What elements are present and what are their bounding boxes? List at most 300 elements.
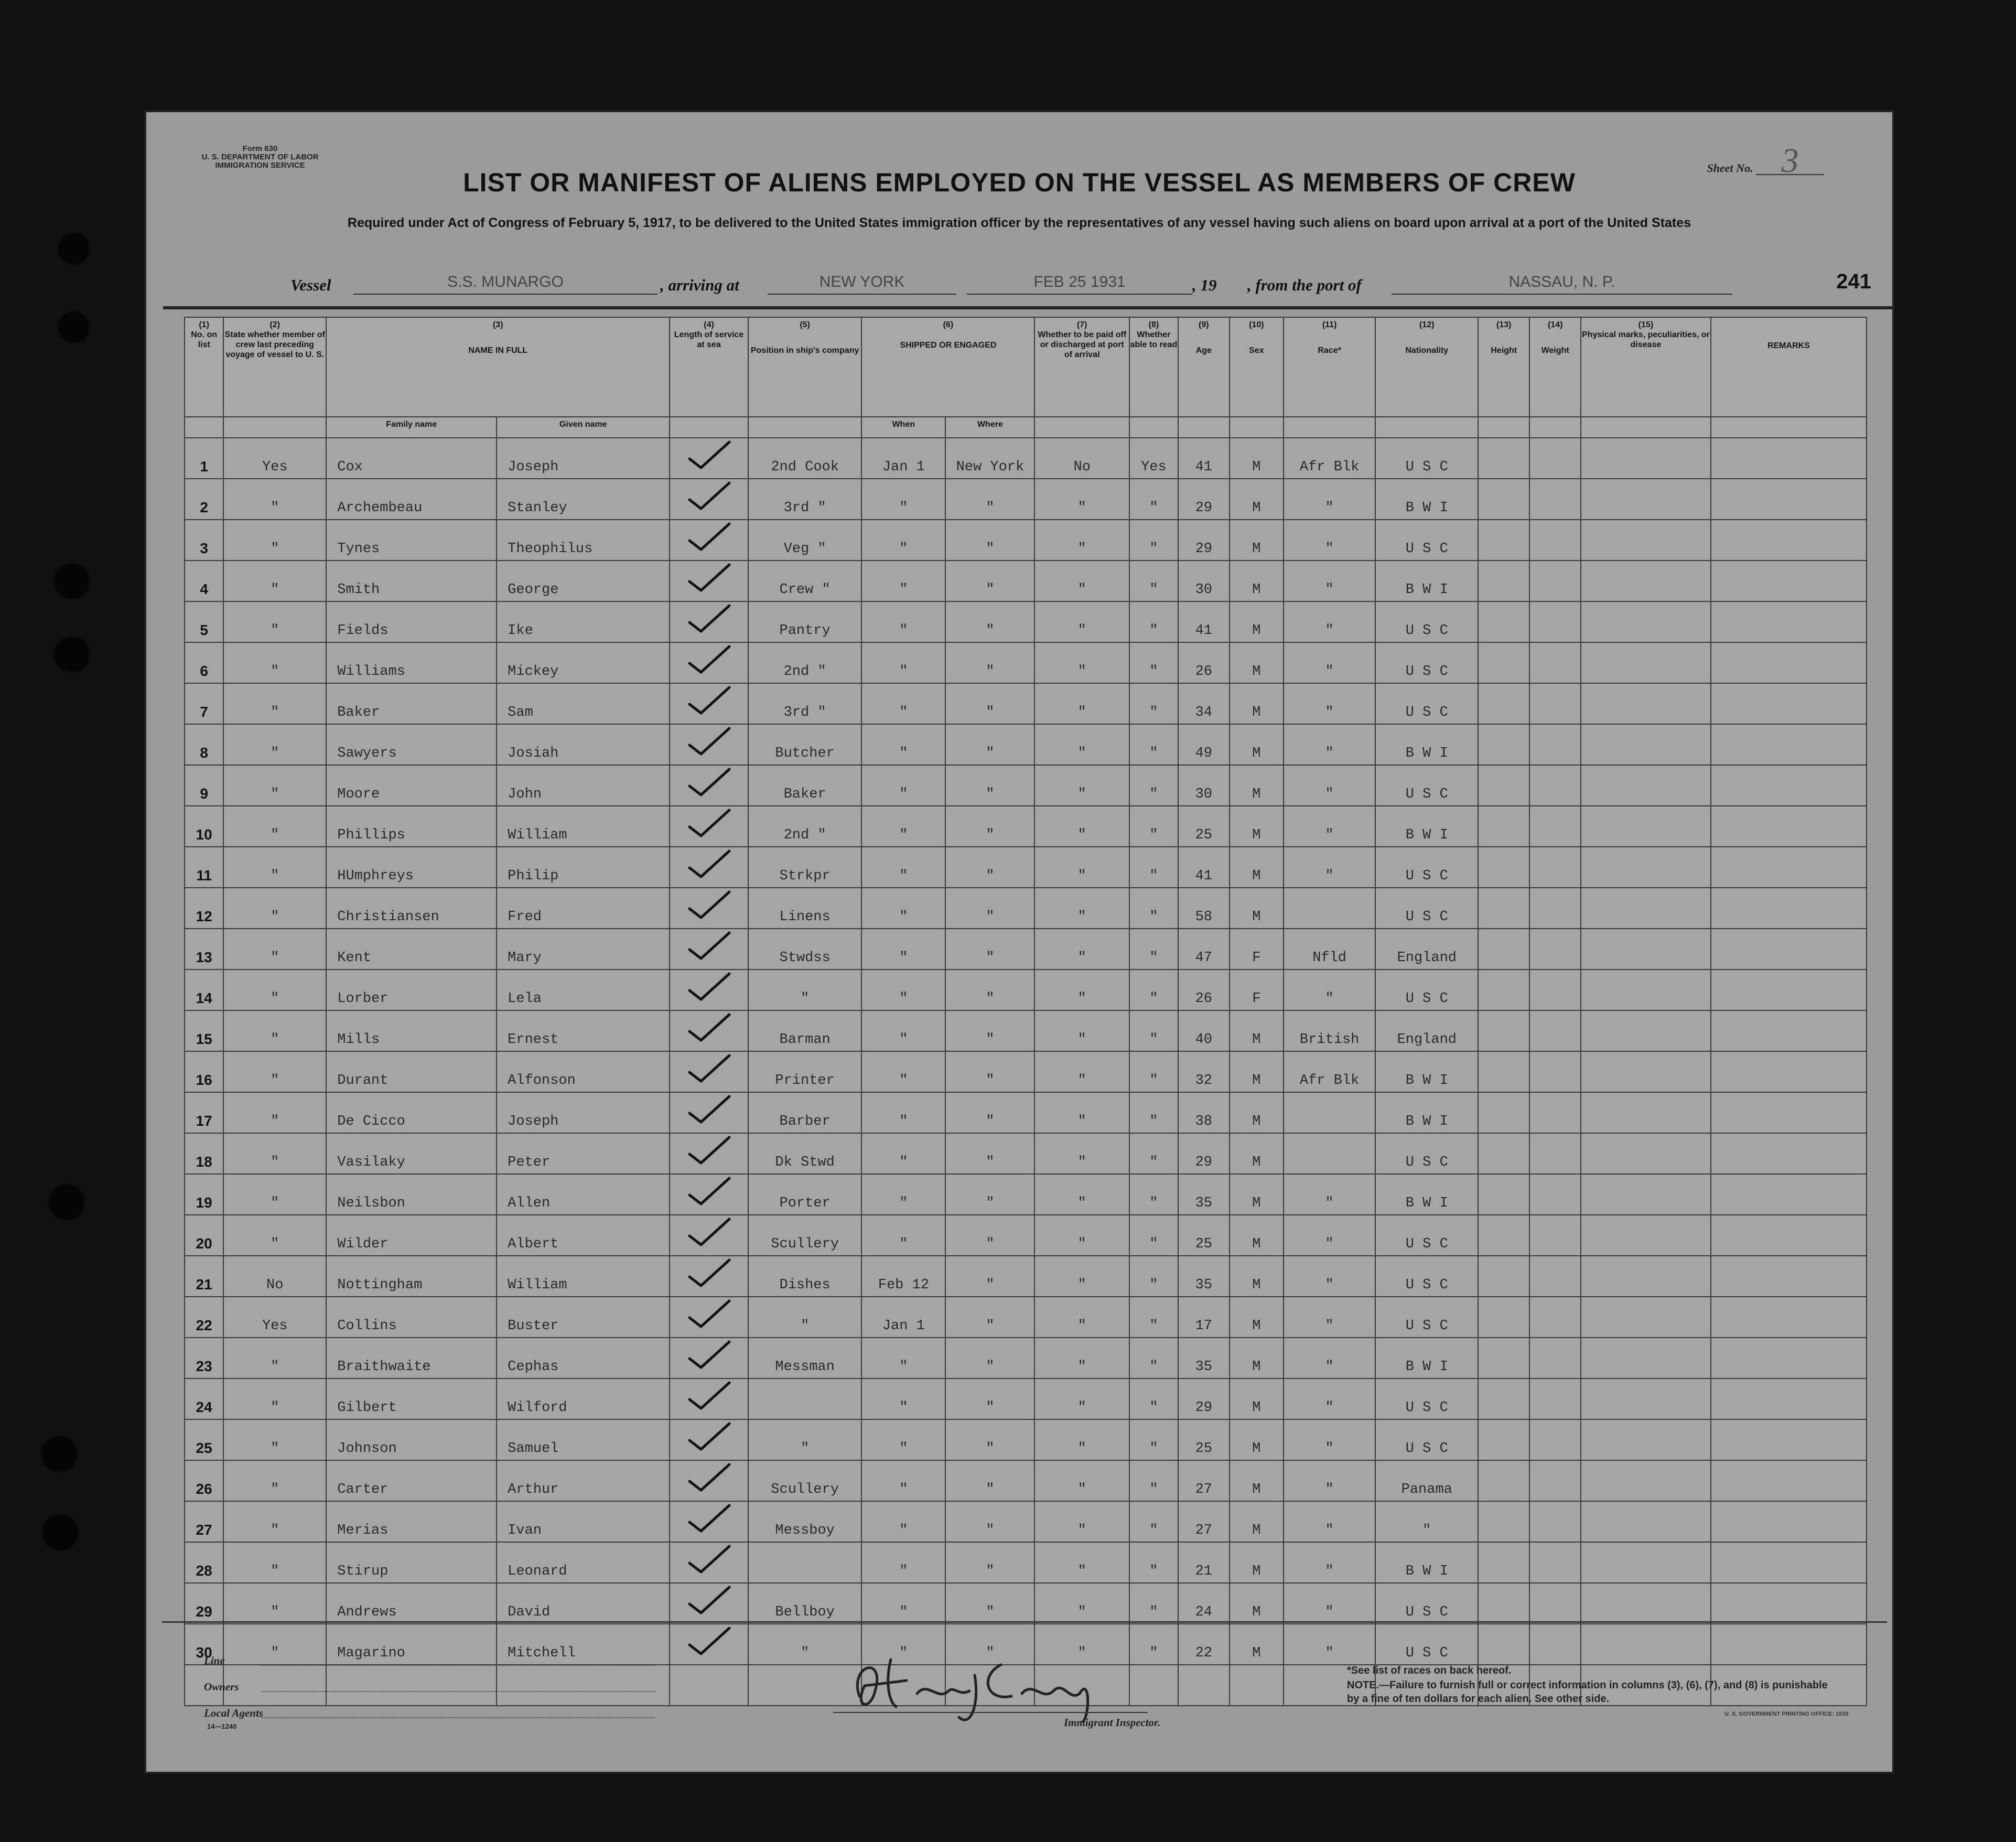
previous-voyage-cell: " [223,479,326,520]
age-cell: 25 [1178,1419,1230,1460]
nationality-cell: Panama [1375,1460,1478,1501]
family-name-cell: Sawyers [326,724,497,765]
shipped-when-cell: " [861,561,945,601]
remarks-cell [1711,1297,1867,1338]
weight-cell [1529,642,1581,683]
given-name-cell: Leonard [497,1542,670,1583]
family-name-cell: Archembeau [326,479,497,520]
position-cell: Crew " [748,561,862,601]
col-header-sex: (10) Sex [1230,317,1284,417]
owners-field [262,1691,655,1692]
departure-port: NASSAU, N. P. [1392,271,1732,295]
row-number: 25 [185,1419,223,1460]
inspector-signature [844,1644,1137,1722]
header-subrow-labels [185,417,1867,438]
remarks-cell [1711,806,1867,847]
row-number: 6 [185,642,223,683]
nationality-cell: U S C [1375,1624,1478,1665]
service-check-icon [670,1092,748,1133]
given-name-cell: Mickey [497,642,670,683]
race-cell [1284,888,1375,929]
service-check-icon [670,970,748,1010]
shipped-where-cell: " [945,642,1034,683]
shipped-where-cell: " [945,1092,1034,1133]
table-row [185,1051,1867,1092]
service-check-icon [670,1256,748,1297]
previous-voyage-cell: " [223,1051,326,1092]
check-icon [685,1011,732,1043]
family-name-cell: De Cicco [326,1092,497,1133]
age-cell: 30 [1178,561,1230,601]
local-agents-field [262,1717,655,1718]
height-cell [1478,1174,1529,1215]
family-name-cell: Gilbert [326,1378,497,1419]
table-row [185,479,1867,520]
sex-cell: M [1230,1460,1284,1501]
position-cell: 2nd " [748,642,862,683]
physical-marks-cell [1581,1460,1711,1501]
shipped-when-cell: " [861,1624,945,1665]
check-icon [685,480,732,511]
weight-cell [1529,1010,1581,1051]
remarks-cell [1711,1542,1867,1583]
race-cell [1284,1133,1375,1174]
family-name-cell: Smith [326,561,497,601]
height-cell [1478,1542,1529,1583]
table-row [185,1174,1867,1215]
weight-cell [1529,1297,1581,1338]
given-name-cell: John [497,765,670,806]
position-cell: Scullery [748,1460,862,1501]
remarks-cell [1711,479,1867,520]
previous-voyage-cell: " [223,1010,326,1051]
remarks-cell [1711,1378,1867,1419]
height-cell [1478,520,1529,561]
previous-voyage-cell: " [223,642,326,683]
page-subtitle: Required under Act of Congress of February 5, 1917, to be delivered to the United States immigration officer by the representatives of any vessel having such aliens on board upon arrival at a port of the United States [347,216,1691,230]
remarks-cell [1711,1174,1867,1215]
weight-cell [1529,438,1581,479]
height-cell [1478,1419,1529,1460]
position-cell: 2nd Cook [748,438,862,479]
position-cell: Porter [748,1174,862,1215]
age-cell: 35 [1178,1174,1230,1215]
remarks-cell [1711,888,1867,929]
physical-marks-cell [1581,520,1711,561]
col-header-when: When [861,417,945,438]
paid-off-cell: " [1034,806,1129,847]
manifest-sheet [144,110,1894,1774]
check-icon [685,562,732,593]
physical-marks-cell [1581,438,1711,479]
binder-hole [59,312,89,342]
paid-off-cell: " [1034,642,1129,683]
paid-off-cell: " [1034,1010,1129,1051]
binder-hole [55,564,89,598]
manifest-footer [162,1621,1887,1764]
race-cell: Afr Blk [1284,1051,1375,1092]
service-check-icon [670,438,748,479]
race-cell: " [1284,601,1375,642]
family-name-cell: Vasilaky [326,1133,497,1174]
family-name-cell: Magarino [326,1624,497,1665]
sex-cell: M [1230,1092,1284,1133]
position-cell: 3rd " [748,683,862,724]
remarks-cell [1711,1092,1867,1133]
given-name-cell: David [497,1583,670,1624]
family-name-cell: Neilsbon [326,1174,497,1215]
nationality-cell: U S C [1375,1419,1478,1460]
row-number: 8 [185,724,223,765]
age-cell: 35 [1178,1338,1230,1378]
department-name: U. S. DEPARTMENT OF LABOR [201,153,319,161]
physical-marks-cell [1581,724,1711,765]
physical-marks-cell [1581,601,1711,642]
check-icon [685,971,732,1002]
race-cell: " [1284,806,1375,847]
family-name-cell: Cox [326,438,497,479]
weight-cell [1529,1583,1581,1624]
family-name-cell: Johnson [326,1419,497,1460]
physical-marks-cell [1581,847,1711,888]
family-name-cell: Wilder [326,1215,497,1256]
given-name-cell: George [497,561,670,601]
paid-off-cell: " [1034,847,1129,888]
shipped-where-cell: " [945,724,1034,765]
weight-cell [1529,888,1581,929]
remarks-cell [1711,1338,1867,1378]
remarks-cell [1711,1256,1867,1297]
col-header-paid-off: (7) Whether to be paid off or discharged at port of arrival [1034,317,1129,417]
col-header-spacer [1529,417,1581,438]
height-cell [1478,561,1529,601]
race-cell: British [1284,1010,1375,1051]
physical-marks-cell [1581,970,1711,1010]
race-cell: Nfld [1284,929,1375,970]
remarks-cell [1711,1501,1867,1542]
given-name-cell: Stanley [497,479,670,520]
previous-voyage-cell: " [223,1542,326,1583]
able-to-read-cell: " [1129,1092,1178,1133]
weight-cell [1529,1092,1581,1133]
shipped-when-cell: Jan 1 [861,438,945,479]
given-name-cell: Mitchell [497,1624,670,1665]
remarks-cell [1711,1460,1867,1501]
col-header-spacer [1178,417,1230,438]
race-cell: " [1284,1583,1375,1624]
age-cell: 58 [1178,888,1230,929]
paid-off-cell: " [1034,1133,1129,1174]
weight-cell [1529,1419,1581,1460]
from-port-label: , from the port of [1247,276,1362,294]
row-number: 19 [185,1174,223,1215]
arriving-label: , arriving at [660,276,739,294]
family-name-cell: HUmphreys [326,847,497,888]
given-name-cell: William [497,806,670,847]
weight-cell [1529,1133,1581,1174]
sex-cell: M [1230,1297,1284,1338]
family-name-cell: Phillips [326,806,497,847]
check-icon [685,684,732,716]
able-to-read-cell: " [1129,765,1178,806]
sex-cell: M [1230,806,1284,847]
age-cell: 29 [1178,520,1230,561]
position-cell [748,1542,862,1583]
sex-cell: M [1230,642,1284,683]
sex-cell: M [1230,1338,1284,1378]
col-header-given-name: Given name [497,417,670,438]
height-cell [1478,601,1529,642]
nationality-cell: England [1375,1010,1478,1051]
table-row [185,888,1867,929]
sex-cell: M [1230,724,1284,765]
previous-voyage-cell: " [223,1092,326,1133]
shipped-when-cell: " [861,1174,945,1215]
given-name-cell: Ivan [497,1501,670,1542]
family-name-cell: Williams [326,642,497,683]
row-number: 5 [185,601,223,642]
height-cell [1478,765,1529,806]
table-row [185,520,1867,561]
page-title: LIST OR MANIFEST OF ALIENS EMPLOYED ON THE VESSEL AS MEMBERS OF CREW [463,168,1576,197]
form-number: Form 630 [242,144,278,153]
table-row [185,642,1867,683]
table-row [185,601,1867,642]
able-to-read-cell: " [1129,1297,1178,1338]
race-cell: " [1284,765,1375,806]
shipped-where-cell: " [945,601,1034,642]
position-cell: 2nd " [748,806,862,847]
remarks-cell [1711,1133,1867,1174]
sex-cell: M [1230,1174,1284,1215]
check-icon [685,643,732,675]
age-cell: 25 [1178,1215,1230,1256]
given-name-cell: Fred [497,888,670,929]
position-cell: Stwdss [748,929,862,970]
paid-off-cell: " [1034,1256,1129,1297]
race-cell: " [1284,683,1375,724]
physical-marks-cell [1581,479,1711,520]
height-cell [1478,888,1529,929]
nationality-cell: U S C [1375,1583,1478,1624]
service-check-icon [670,1174,748,1215]
form-identifier [158,145,362,170]
table-row [185,1297,1867,1338]
service-check-icon [670,1051,748,1092]
paid-off-cell: " [1034,1542,1129,1583]
table-row [185,765,1867,806]
shipped-where-cell: " [945,1378,1034,1419]
previous-voyage-cell: " [223,1215,326,1256]
shipped-when-cell: " [861,724,945,765]
physical-marks-cell [1581,1338,1711,1378]
nationality-cell: U S C [1375,1215,1478,1256]
paid-off-cell: " [1034,1092,1129,1133]
paid-off-cell: " [1034,1460,1129,1501]
col-header-family-name: Family name [326,417,497,438]
physical-marks-cell [1581,888,1711,929]
col-header-shipped: (6) SHIPPED OR ENGAGED [861,317,1034,417]
age-cell: 30 [1178,765,1230,806]
nationality-cell: U S C [1375,888,1478,929]
height-cell [1478,929,1529,970]
remarks-cell [1711,520,1867,561]
age-cell: 24 [1178,1583,1230,1624]
nationality-cell: B W I [1375,806,1478,847]
able-to-read-cell: " [1129,561,1178,601]
able-to-read-cell: " [1129,1133,1178,1174]
row-number: 30 [185,1624,223,1665]
nationality-cell: " [1375,1501,1478,1542]
shipped-where-cell: " [945,1338,1034,1378]
paid-off-cell: " [1034,724,1129,765]
race-cell: " [1284,847,1375,888]
previous-voyage-cell: " [223,1460,326,1501]
physical-marks-cell [1581,806,1711,847]
nationality-cell: B W I [1375,724,1478,765]
row-number: 12 [185,888,223,929]
shipped-where-cell: " [945,970,1034,1010]
binder-hole [59,233,89,264]
service-check-icon [670,1133,748,1174]
form-code: 14—1240 [207,1722,237,1730]
check-icon [685,1216,732,1247]
table-row [185,1215,1867,1256]
shipped-where-cell: " [945,929,1034,970]
age-cell: 26 [1178,970,1230,1010]
col-header-age: (9) Age [1178,317,1230,417]
sex-cell: M [1230,1256,1284,1297]
shipped-when-cell: " [861,642,945,683]
check-icon [685,521,732,552]
service-check-icon [670,929,748,970]
family-name-cell: Andrews [326,1583,497,1624]
height-cell [1478,1215,1529,1256]
able-to-read-cell: " [1129,1174,1178,1215]
height-cell [1478,642,1529,683]
check-icon [685,1175,732,1207]
race-cell: " [1284,1297,1375,1338]
row-number: 22 [185,1297,223,1338]
paid-off-cell: " [1034,479,1129,520]
sex-cell: M [1230,1501,1284,1542]
race-cell: " [1284,642,1375,683]
nationality-cell: U S C [1375,1133,1478,1174]
weight-cell [1529,970,1581,1010]
family-name-cell: Nottingham [326,1256,497,1297]
shipped-where-cell: " [945,1174,1034,1215]
physical-marks-cell [1581,1256,1711,1297]
shipped-where-cell: " [945,1297,1034,1338]
weight-cell [1529,683,1581,724]
given-name-cell: Josiah [497,724,670,765]
position-cell: 3rd " [748,479,862,520]
family-name-cell: Christiansen [326,888,497,929]
height-cell [1478,683,1529,724]
shipped-where-cell: " [945,683,1034,724]
table-row [185,683,1867,724]
family-name-cell: Baker [326,683,497,724]
able-to-read-cell: " [1129,1378,1178,1419]
able-to-read-cell: " [1129,724,1178,765]
physical-marks-cell [1581,683,1711,724]
race-cell: " [1284,1338,1375,1378]
shipped-when-cell: " [861,479,945,520]
remarks-cell [1711,561,1867,601]
shipped-where-cell: New York [945,438,1034,479]
remarks-cell [1711,1215,1867,1256]
race-cell: " [1284,561,1375,601]
sex-cell: M [1230,479,1284,520]
paid-off-cell: No [1034,438,1129,479]
race-cell: " [1284,1419,1375,1460]
race-cell: " [1284,1256,1375,1297]
shipped-when-cell: " [861,765,945,806]
row-number: 2 [185,479,223,520]
paid-off-cell: " [1034,1419,1129,1460]
height-cell [1478,724,1529,765]
table-row [185,1419,1867,1460]
col-header-spacer [1375,417,1478,438]
able-to-read-cell: " [1129,1419,1178,1460]
sex-cell: M [1230,1583,1284,1624]
age-cell: 27 [1178,1460,1230,1501]
arrival-date-stamp: FEB 25 1931 [967,271,1192,295]
row-number: 7 [185,683,223,724]
row-number: 15 [185,1010,223,1051]
service-check-icon [670,1583,748,1624]
position-cell: Dk Stwd [748,1133,862,1174]
position-cell [748,1378,862,1419]
physical-marks-cell [1581,1133,1711,1174]
position-cell: " [748,1297,862,1338]
family-name-cell: Merias [326,1501,497,1542]
race-cell [1284,1092,1375,1133]
physical-marks-cell [1581,1542,1711,1583]
nationality-cell: B W I [1375,1174,1478,1215]
header-rule [163,306,1892,309]
page-number: 241 [1836,270,1871,293]
physical-marks-cell [1581,1297,1711,1338]
previous-voyage-cell: " [223,1501,326,1542]
shipped-where-cell: " [945,561,1034,601]
shipped-when-cell: " [861,1542,945,1583]
nationality-cell: U S C [1375,683,1478,724]
age-cell: 41 [1178,601,1230,642]
position-cell: Dishes [748,1256,862,1297]
line-label: Line [204,1654,225,1667]
nationality-cell: England [1375,929,1478,970]
check-icon [685,1380,732,1411]
able-to-read-cell: " [1129,1256,1178,1297]
shipped-when-cell: " [861,1010,945,1051]
height-cell [1478,438,1529,479]
height-cell [1478,1583,1529,1624]
age-cell: 49 [1178,724,1230,765]
shipped-where-cell: " [945,1460,1034,1501]
previous-voyage-cell: " [223,683,326,724]
check-icon [685,766,732,798]
race-cell: " [1284,970,1375,1010]
able-to-read-cell: " [1129,1583,1178,1624]
sex-cell: M [1230,1051,1284,1092]
table-row [185,929,1867,970]
shipped-when-cell: " [861,1215,945,1256]
age-cell: 38 [1178,1092,1230,1133]
previous-voyage-cell: " [223,561,326,601]
shipped-where-cell: " [945,1624,1034,1665]
table-row [185,970,1867,1010]
